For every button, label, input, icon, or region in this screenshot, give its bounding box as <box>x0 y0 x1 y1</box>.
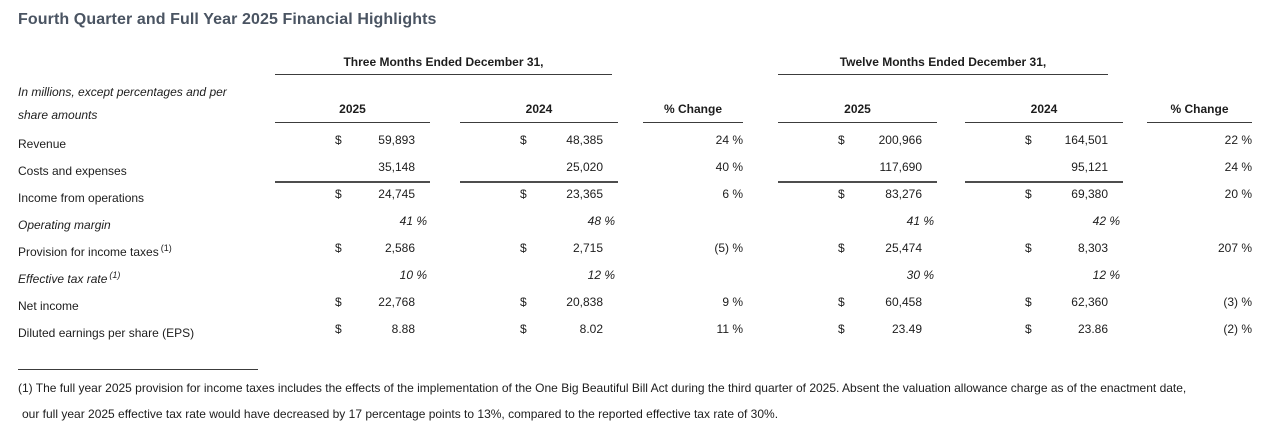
dollar-sign: $ <box>1025 241 1032 255</box>
q-change-value: 9 % <box>722 295 743 309</box>
dollar-sign: $ <box>520 241 527 255</box>
fy-change-value: 22 % <box>1224 133 1252 147</box>
row-label: Costs and expenses <box>18 164 127 178</box>
col-header-q-2024: 2024 <box>460 92 618 123</box>
q-change-value: 40 % <box>715 160 743 174</box>
unit-note <box>18 81 270 127</box>
q-2025-value: 35,148 <box>275 154 430 185</box>
footnote-ref: (1) <box>160 243 172 253</box>
table-body <box>18 127 1252 343</box>
col-header-fy-2024: 2024 <box>965 92 1123 123</box>
footnote-ref: (1) <box>109 270 121 280</box>
table-row-effective-tax-rate <box>18 262 1252 289</box>
footnote-divider <box>18 369 258 370</box>
col-header-fy-pct-change: % Change <box>1147 92 1252 123</box>
fy-2024-value: 42 % <box>1092 214 1120 228</box>
dollar-sign: $ <box>335 295 342 309</box>
fy-2024-value: 95,121 <box>965 154 1123 185</box>
col-header-q-pct-change: % Change <box>643 92 743 123</box>
fy-change-value: 24 % <box>1224 160 1252 174</box>
q-2024-value: 48 % <box>587 214 615 228</box>
row-label: Net income <box>18 299 79 313</box>
unit-note-line2: share amounts <box>18 108 98 122</box>
dollar-sign: $ <box>1025 322 1032 336</box>
table-row-income-from-operations <box>18 181 1252 208</box>
q-2025-value: $ 59,893 <box>275 127 430 158</box>
q-2025-value: $ 22,768 <box>275 289 430 320</box>
table-row-costs-and-expenses <box>18 154 1252 181</box>
footnote-line2: our full year 2025 effective tax rate would have decreased by 17 percentage points to 13%, compared to the reported effective tax rate of 30%. <box>22 407 779 421</box>
col-header-fy-2025: 2025 <box>778 92 937 123</box>
q-change-value: 6 % <box>722 187 743 201</box>
q-2024-value: $ 48,385 <box>460 127 618 158</box>
table-row-provision-for-income-taxes <box>18 235 1252 262</box>
row-label: Income from operations <box>18 191 145 205</box>
dollar-sign: $ <box>838 187 845 201</box>
dollar-sign: $ <box>335 133 342 147</box>
col-header-q-2025: 2025 <box>275 92 430 123</box>
table-row-diluted-eps <box>18 316 1252 343</box>
fy-change-value: (2) % <box>1223 322 1252 336</box>
table-row-net-income <box>18 289 1252 316</box>
fy-change-value: 20 % <box>1224 187 1252 201</box>
dollar-sign: $ <box>520 133 527 147</box>
fy-2024-value: $ 69,380 <box>965 181 1123 212</box>
q-2024-value: $ 20,838 <box>460 289 618 320</box>
fy-2025-value: 30 % <box>906 268 934 282</box>
period-group-header-row <box>18 46 1252 75</box>
fy-2024-value: 12 % <box>1092 268 1120 282</box>
row-label: Revenue <box>18 137 67 151</box>
fy-2025-value: $ 60,458 <box>778 289 937 320</box>
q-change-value: 24 % <box>715 133 743 147</box>
dollar-sign: $ <box>520 295 527 309</box>
q-2024-value: 25,020 <box>460 154 618 185</box>
fy-2025-value: $ 200,966 <box>778 127 937 158</box>
q-change-value: 11 % <box>716 322 743 336</box>
fy-2025-value: $ 23.49 <box>778 316 937 347</box>
group-header-three-months: Three Months Ended December 31, <box>275 46 612 75</box>
dollar-sign: $ <box>838 322 845 336</box>
fy-2024-value: $ 164,501 <box>965 127 1123 158</box>
q-2025-value: $ 2,586 <box>275 235 430 266</box>
table-row-revenue <box>18 127 1252 154</box>
q-2024-value: $ 23,365 <box>460 181 618 212</box>
q-2025-value: 41 % <box>399 214 427 228</box>
page-title: Fourth Quarter and Full Year 2025 Financial Highlights <box>18 11 437 28</box>
dollar-sign: $ <box>838 295 845 309</box>
q-change-value: (5) % <box>714 241 743 255</box>
dollar-sign: $ <box>335 322 342 336</box>
unit-note-line1: In millions, except percentages and per <box>18 85 227 99</box>
dollar-sign: $ <box>838 133 845 147</box>
dollar-sign: $ <box>1025 133 1032 147</box>
dollar-sign: $ <box>335 241 342 255</box>
row-label: Operating margin <box>18 218 111 232</box>
table-row-operating-margin <box>18 208 1252 235</box>
q-2025-value: 10 % <box>399 268 427 282</box>
fy-2025-value: 41 % <box>906 214 934 228</box>
dollar-sign: $ <box>1025 295 1032 309</box>
fy-change-value: 207 % <box>1217 241 1252 255</box>
fy-2025-value: 117,690 <box>778 154 937 185</box>
row-label: Effective tax rate $^{(1)}$ <box>18 270 121 286</box>
fy-2025-value: $ 83,276 <box>778 181 937 212</box>
group-header-twelve-months: Twelve Months Ended December 31, <box>778 46 1108 75</box>
q-2024-value: 12 % <box>587 268 615 282</box>
dollar-sign: $ <box>520 187 527 201</box>
fy-2024-value: $ 8,303 <box>965 235 1123 266</box>
dollar-sign: $ <box>838 241 845 255</box>
q-2024-value: $ 2,715 <box>460 235 618 266</box>
row-label: Provision for income taxes $^{(1)}$ <box>18 243 172 259</box>
fy-2025-value: $ 25,474 <box>778 235 937 266</box>
fy-2024-value: $ 62,360 <box>965 289 1123 320</box>
dollar-sign: $ <box>335 187 342 201</box>
q-2024-value: $ 8.02 <box>460 316 618 347</box>
q-2025-value: $ 24,745 <box>275 181 430 212</box>
dollar-sign: $ <box>520 322 527 336</box>
dollar-sign: $ <box>1025 187 1032 201</box>
fy-change-value: (3) % <box>1223 295 1252 309</box>
q-2025-value: $ 8.88 <box>275 316 430 347</box>
row-label: Diluted earnings per share (EPS) <box>18 326 195 340</box>
fy-2024-value: $ 23.86 <box>965 316 1123 347</box>
footnote-line1: (1) The full year 2025 provision for income taxes includes the effects of the implementation of the One Big Beautiful Bill Act during the third quarter of 2025. Absent the valuation allowance charge as of the enactment date, <box>18 381 1187 395</box>
footnote <box>18 375 1268 427</box>
